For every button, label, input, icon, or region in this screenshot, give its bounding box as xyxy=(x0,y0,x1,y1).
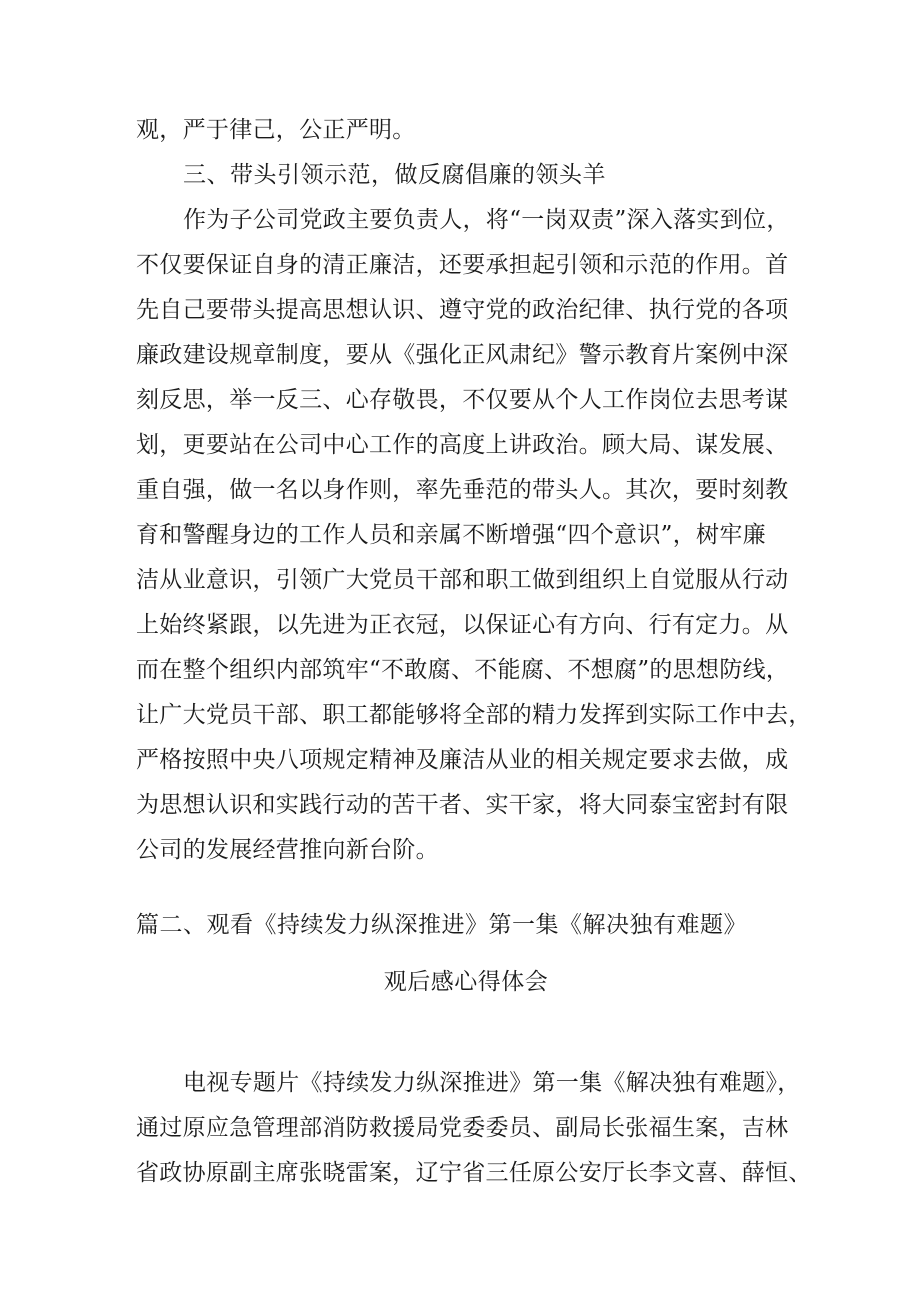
paragraph-line: 严格按照中央八项规定精神及廉洁从业的相关规定要求去做，成 xyxy=(136,747,789,773)
paragraph-line: 重自强，做一名以身作则，率先垂范的带头人。其次，要时刻教 xyxy=(136,477,789,503)
paragraph-line: 划，更要站在公司中心工作的高度上讲政治。顾大局、谋发展、 xyxy=(136,432,789,458)
paragraph-line: 刻反思，举一反三、心存敬畏，不仅要从个人工作岗位去思考谋 xyxy=(136,387,789,413)
paragraph-line: 为思想认识和实践行动的苦干者、实干家，将大同泰宝密封有限 xyxy=(136,792,789,818)
article-subtitle: 观后感心得体会 xyxy=(383,969,549,995)
paragraph-line: 上始终紧跟，以先进为正衣冠，以保证心有方向、行有定力。从 xyxy=(136,612,789,638)
paragraph-line: 通过原应急管理部消防救援局党委委员、副局长张福生案，吉林 xyxy=(136,1115,789,1141)
paragraph-line: 观，严于律己，公正严明。 xyxy=(136,117,416,143)
paragraph-line: 不仅要保证自身的清正廉洁，还要承担起引领和示范的作用。首 xyxy=(136,252,789,278)
paragraph-line: 作为子公司党政主要负责人，将“一岗双责”深入落实到位， xyxy=(183,207,790,233)
paragraph-line: 育和警醒身边的工作人员和亲属不断增强“四个意识”，树牢廉 xyxy=(136,522,766,548)
article-title: 篇二、观看《持续发力纵深推进》第一集《解决独有难题》 xyxy=(136,912,747,938)
paragraph-line: 而在整个组织内部筑牢“不敢腐、不能腐、不想腐”的思想防线， xyxy=(136,657,790,683)
paragraph-line: 先自己要带头提高思想认识、遵守党的政治纪律、执行党的各项 xyxy=(136,297,789,323)
paragraph-line: 省政协原副主席张晓雷案，辽宁省三任原公安厅长李文喜、薛恒、 xyxy=(136,1160,812,1186)
paragraph-line: 公司的发展经营推向新台阶。 xyxy=(136,837,439,863)
paragraph-line: 电视专题片《持续发力纵深推进》第一集《解决独有难题》， xyxy=(183,1070,801,1096)
paragraph-line: 让广大党员干部、职工都能够将全部的精力发挥到实际工作中去， xyxy=(136,702,812,728)
section-heading: 三、带头引领示范，做反腐倡廉的领头羊 xyxy=(183,162,606,188)
paragraph-line: 廉政建设规章制度，要从《强化正风肃纪》警示教育片案例中深 xyxy=(136,342,789,368)
paragraph-line: 洁从业意识，引领广大党员干部和职工做到组织上自觉服从行动 xyxy=(136,567,789,593)
